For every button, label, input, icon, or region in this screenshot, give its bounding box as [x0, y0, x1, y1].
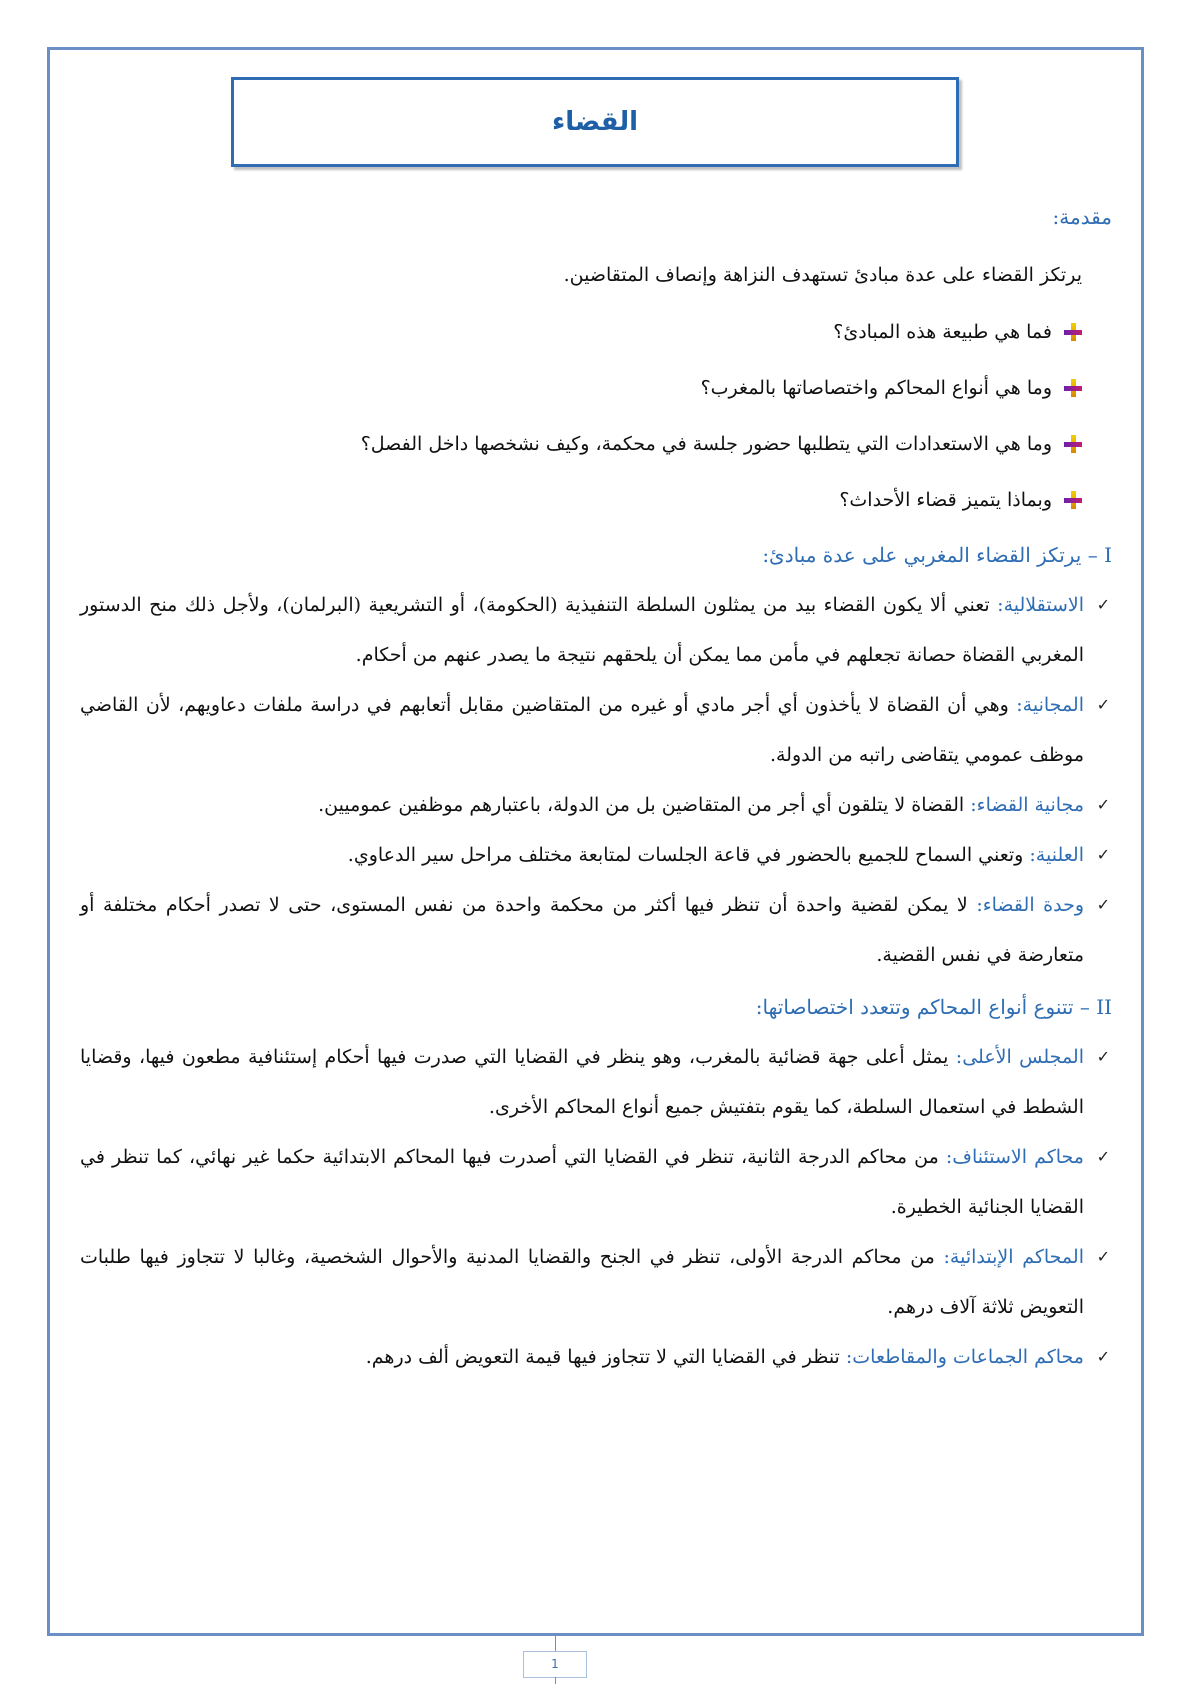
checkmark-icon: ✓ — [1096, 845, 1110, 864]
section-1-list — [80, 580, 1112, 980]
checkmark-icon: ✓ — [1096, 895, 1110, 914]
plus-bullet-icon — [1064, 491, 1082, 509]
list-item: وما هي أنواع المحاكم واختصاصاتها بالمغرب؟ — [80, 360, 1082, 416]
section-2-heading: II – تتنوع أنواع المحاكم وتتعدد اختصاصاتها: — [755, 995, 1112, 1019]
page-number-connector — [555, 1636, 556, 1652]
intro-heading: مقدمة: — [1052, 205, 1112, 229]
checkmark-icon: ✓ — [1096, 1347, 1110, 1366]
question-list — [80, 304, 1112, 528]
list-item: ✓ المجلس الأعلى: يمثل أعلى جهة قضائية بالمغرب، وهو ينظر في القضايا التي صدرت فيها أحكام إستئنافية مطعون فيها، وقضايا الشطط في استعمال السلطة، كما يقوم بتفتيش جميع أنواع المحاكم الأخرى. — [80, 1032, 1112, 1132]
page-number-connector — [555, 1677, 556, 1684]
page-title: القضاء — [551, 107, 639, 137]
list-item: ✓ محاكم الجماعات والمقاطعات: تنظر في القضايا التي لا تتجاوز فيها قيمة التعويض ألف درهم. — [80, 1332, 1112, 1382]
page-number: 1 — [523, 1651, 587, 1678]
document-body — [80, 202, 1112, 1382]
list-item: وما هي الاستعدادات التي يتطلبها حضور جلسة في محكمة، وكيف نشخصها داخل الفصل؟ — [80, 416, 1082, 472]
checkmark-icon: ✓ — [1096, 1047, 1110, 1066]
list-item: ✓ العلنية: وتعني السماح للجميع بالحضور في قاعة الجلسات لمتابعة مختلف مراحل سير الدعاوي. — [80, 830, 1112, 880]
checkmark-icon: ✓ — [1096, 695, 1110, 714]
list-item: ✓ وحدة القضاء: لا يمكن لقضية واحدة أن تنظر فيها أكثر من محكمة واحدة من نفس المستوى، حتى لا تصدر أحكام مختلفة أو متعارضة في نفس القضية. — [80, 880, 1112, 980]
section-1-heading: I – يرتكز القضاء المغربي على عدة مبادئ: — [762, 543, 1112, 567]
title-box — [231, 77, 959, 167]
section-2-list — [80, 1032, 1112, 1382]
plus-bullet-icon — [1064, 379, 1082, 397]
list-item: ✓ الاستقلالية: تعني ألا يكون القضاء بيد من يمثلون السلطة التنفيذية (الحكومة)، أو التشريعية (البرلمان)، ولأجل ذلك منح الدستور المغربي القضاة حصانة تجعلهم في مأمن مما يمكن أن يلحقهم نتيجة ما يصدر عنهم من أحكام. — [80, 580, 1112, 680]
list-item: وبماذا يتميز قضاء الأحداث؟ — [80, 472, 1082, 528]
list-item: ✓ المحاكم الإبتدائية: من محاكم الدرجة الأولى، تنظر في الجنح والقضايا المدنية والأحوال الشخصية، وغالبا لا تتجاوز فيها طلبات التعويض ثلاثة آلاف درهم. — [80, 1232, 1112, 1332]
plus-bullet-icon — [1064, 323, 1082, 341]
list-item: فما هي طبيعة هذه المبادئ؟ — [80, 304, 1082, 360]
checkmark-icon: ✓ — [1096, 1247, 1110, 1266]
plus-bullet-icon — [1064, 435, 1082, 453]
intro-text: يرتكز القضاء على عدة مبادئ تستهدف النزاهة وإنصاف المتقاضين. — [563, 264, 1082, 286]
list-item: ✓ محاكم الاستئناف: من محاكم الدرجة الثانية، تنظر في القضايا التي أصدرت فيها المحاكم الابتدائية حكما غير نهائي، كما تنظر في القضايا الجنائية الخطيرة. — [80, 1132, 1112, 1232]
checkmark-icon: ✓ — [1096, 595, 1110, 614]
list-item: ✓ المجانية: وهي أن القضاة لا يأخذون أي أجر مادي أو غيره من المتقاضين مقابل أتعابهم في دراسة ملفات دعاويهم، لأن القاضي موظف عمومي يتقاضى راتبه من الدولة. — [80, 680, 1112, 780]
list-item: ✓ مجانية القضاء: القضاة لا يتلقون أي أجر من المتقاضين بل من الدولة، باعتبارهم موظفين عموميين. — [80, 780, 1112, 830]
checkmark-icon: ✓ — [1096, 795, 1110, 814]
checkmark-icon: ✓ — [1096, 1147, 1110, 1166]
